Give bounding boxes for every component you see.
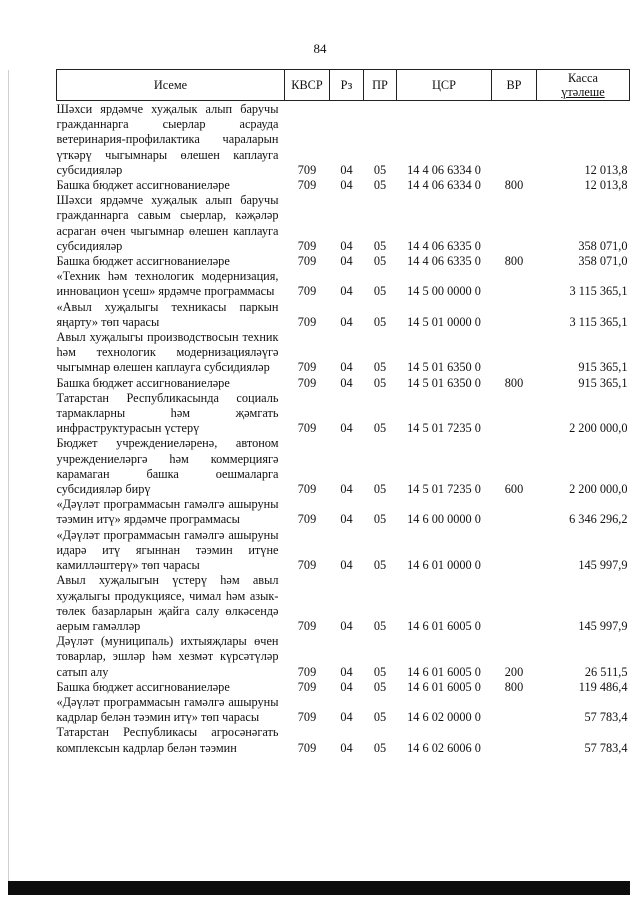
cell-name: Шәхси ярдәмче хуҗалык алып баручы гражданнарга сыерлар асрауда ветеринария-профилактика чараларын үткәрү чыгымнары өлешен каплауга субсидияләр [56,102,279,177]
header-kassa [537,70,630,101]
table-row [57,330,630,376]
cell-csr: 14 5 01 6350 0 [407,375,481,390]
cell-pr: 05 [373,512,387,527]
cell-csr: 14 5 01 7235 0 [407,421,481,436]
cell-amount: 3 115 365,1 [569,314,628,329]
cell-amount: 915 365,1 [578,375,628,390]
table-row [57,680,630,695]
cell-kvsr: 709 [297,482,317,497]
cell-csr: 14 6 02 0000 0 [407,710,481,725]
table-row [57,269,630,299]
cell-amount: 57 783,4 [584,710,628,725]
cell-vr [492,330,537,376]
page-number: 84 [313,41,327,56]
cell-rz: 04 [340,421,353,436]
cell-vr: 200 [504,664,524,679]
cell-pr: 05 [373,360,387,375]
cell-rz: 04 [340,375,353,390]
cell-rz: 04 [340,254,353,269]
cell-csr: 14 6 01 6005 0 [407,618,481,633]
cell-pr: 05 [373,178,387,193]
table-row [57,254,630,269]
table-body [57,101,630,756]
scan-bottom-bar [8,881,630,895]
cell-name: Татарстан Республикасында социаль тармакларны һәм җәмгать инфраструктурасын үстерү [56,390,279,436]
cell-pr: 05 [373,679,387,694]
cell-rz: 04 [340,178,353,193]
cell-csr: 14 4 06 6335 0 [407,238,481,253]
cell-vr [492,193,537,254]
cell-csr: 14 5 01 7235 0 [407,482,481,497]
table-row [57,634,630,680]
cell-kvsr: 709 [297,679,317,694]
cell-amount: 6 346 296,2 [569,512,628,527]
cell-pr: 05 [373,421,387,436]
cell-amount: 12 013,8 [584,162,628,177]
table-row [57,436,630,497]
cell-rz: 04 [340,512,353,527]
cell-pr: 05 [373,238,387,253]
cell-name: Дәүләт (муниципаль) ихтыяҗлары өчен товарлар, эшләр һәм хезмәт күрсәтүләр сатып алу [56,634,279,679]
cell-csr: 14 5 01 0000 0 [407,314,481,329]
cell-amount: 57 783,4 [584,740,628,755]
cell-rz: 04 [340,664,353,679]
cell-amount: 145 997,9 [578,618,628,633]
cell-vr [492,300,537,330]
cell-name: Бюджет учреждениеләренә, автоном учреждениеләргә һәм коммерциягә карамаган башка оешмаларга субсидияләр бирү [56,436,279,497]
cell-name: Шәхси ярдәмче хуҗалык алып баручы гражданнарга савым сыерлар, кәҗәләр асраган өчен чыгымнар өлешен каплауга субсидияләр [56,193,279,253]
cell-rz: 04 [340,740,353,755]
cell-name: Авыл хуҗалыгын үстерү һәм авыл хуҗалыгы продукциясе, чимал һәм азык-төлек базарларын җайга салу өлкәсендә аерым гамәлләр [56,573,279,633]
header-vr: ВР [492,70,537,101]
table-row [57,497,630,527]
header-name: Исеме [57,70,285,101]
cell-pr: 05 [373,664,387,679]
cell-pr: 05 [373,618,387,633]
cell-csr: 14 5 01 6350 0 [407,360,481,375]
cell-kvsr: 709 [297,664,317,679]
table-row [57,391,630,437]
cell-vr [492,497,537,527]
header-kassa-line2: үтәлеше [561,85,605,99]
header-pr: ПР [364,70,397,101]
cell-pr: 05 [373,162,387,177]
cell-pr: 05 [373,314,387,329]
cell-amount: 119 486,4 [578,679,628,694]
cell-kvsr: 709 [297,360,317,375]
cell-rz: 04 [340,679,353,694]
cell-name: «Дәүләт программасын гамәлгә ашыруны кадрлар белән тәэмин итү» төп чарасы [56,694,279,725]
cell-amount: 145 997,9 [578,558,628,573]
cell-amount: 2 200 000,0 [569,421,628,436]
cell-kvsr: 709 [297,421,317,436]
budget-table [56,69,630,756]
table-header [57,70,630,101]
cell-rz: 04 [340,238,353,253]
cell-vr [492,573,537,634]
cell-amount: 26 511,5 [584,664,628,679]
cell-vr [492,101,537,179]
cell-name: «Авыл хуҗалыгы техникасы паркын яңарту» төп чарасы [56,299,279,329]
cell-kvsr: 709 [297,710,317,725]
cell-rz: 04 [340,710,353,725]
cell-amount: 2 200 000,0 [569,482,628,497]
cell-vr [492,391,537,437]
cell-csr: 14 4 06 6335 0 [407,254,481,269]
cell-kvsr: 709 [297,162,317,177]
cell-pr: 05 [373,740,387,755]
cell-name: «Дәүләт программасын гамәлгә ашыруны тәэмин итү» ярдәмче программасы [56,497,279,527]
cell-kvsr: 709 [297,178,317,193]
cell-vr: 800 [504,375,524,390]
cell-pr: 05 [373,710,387,725]
cell-vr [492,269,537,299]
cell-rz: 04 [340,314,353,329]
cell-vr [492,695,537,725]
header-kassa-line1: Касса [567,71,599,85]
cell-amount: 358 071,0 [578,238,628,253]
cell-vr: 800 [504,679,524,694]
table-row [57,300,630,330]
cell-csr: 14 6 02 6006 0 [407,740,481,755]
cell-csr: 14 6 00 0000 0 [407,512,481,527]
cell-amount: 3 115 365,1 [569,284,628,299]
header-rz: Рз [330,70,364,101]
cell-kvsr: 709 [297,284,317,299]
cell-vr: 800 [504,178,524,193]
cell-name: «Дәүләт программасын гамәлгә ашыруны идарә итү ягыннан тәэмин итүне камилләштерү» төп чарасы [56,527,279,573]
cell-pr: 05 [373,254,387,269]
cell-rz: 04 [340,618,353,633]
cell-amount: 12 013,8 [584,178,628,193]
cell-kvsr: 709 [297,375,317,390]
cell-rz: 04 [340,482,353,497]
cell-csr: 14 6 01 6005 0 [407,679,481,694]
cell-pr: 05 [373,284,387,299]
cell-vr: 600 [504,482,524,497]
cell-name: Татарстан Республикасы агросәнәгать комплексын кадрлар белән тәэмин [56,725,279,755]
cell-name: Башка бюджет ассигнованиеләре [56,254,230,269]
header-csr: ЦСР [397,70,492,101]
scan-edge-line [8,70,9,881]
cell-kvsr: 709 [297,314,317,329]
cell-csr: 14 6 01 0000 0 [407,558,481,573]
cell-kvsr: 709 [297,254,317,269]
cell-amount: 358 071,0 [578,254,628,269]
cell-vr [492,528,537,574]
cell-csr: 14 5 00 0000 0 [407,284,481,299]
cell-name: Авыл хуҗалыгы производствосын техник һәм технологик модернизацияләүгә чыгымнар өлешен каплауга субсидияләр [56,330,279,375]
table-row [57,101,630,179]
cell-name: «Техник һәм технологик модернизация, инновацион үсеш» ярдәмче программасы [56,269,279,299]
cell-csr: 14 4 06 6334 0 [407,162,481,177]
cell-kvsr: 709 [297,238,317,253]
table-row [57,695,630,725]
table-row [57,178,630,193]
cell-vr: 800 [504,254,524,269]
table-row [57,193,630,254]
cell-name: Башка бюджет ассигнованиеләре [56,178,230,193]
cell-pr: 05 [373,482,387,497]
cell-rz: 04 [340,360,353,375]
cell-rz: 04 [340,284,353,299]
cell-amount: 915 365,1 [578,360,628,375]
cell-kvsr: 709 [297,558,317,573]
cell-csr: 14 6 01 6005 0 [407,664,481,679]
cell-kvsr: 709 [297,740,317,755]
cell-pr: 05 [373,375,387,390]
cell-name: Башка бюджет ассигнованиеләре [56,375,230,390]
cell-kvsr: 709 [297,618,317,633]
cell-kvsr: 709 [297,512,317,527]
cell-vr [492,725,537,755]
cell-rz: 04 [340,162,353,177]
cell-rz: 04 [340,558,353,573]
cell-pr: 05 [373,558,387,573]
table-row [57,573,630,634]
cell-name: Башка бюджет ассигнованиеләре [56,679,230,694]
table-row [57,528,630,574]
table-row [57,376,630,391]
header-kvsr: КВСР [285,70,330,101]
cell-csr: 14 4 06 6334 0 [407,178,481,193]
table-row [57,725,630,755]
